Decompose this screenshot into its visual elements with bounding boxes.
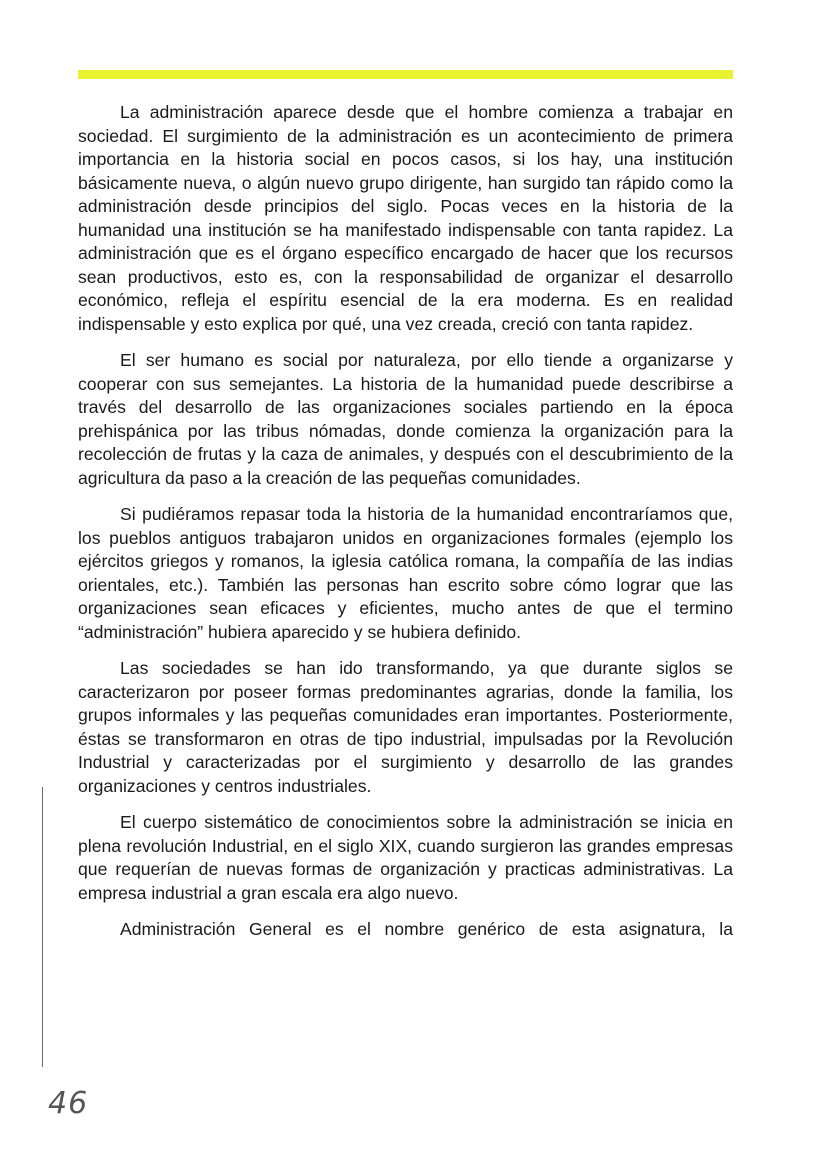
paragraph: La administración aparece desde que el hombre comienza a trabajar en sociedad. El surgimiento de la administración es un acontecimiento de primera importancia en la historia social en pocos casos, si los hay, una institución básicamente nueva, o algún nuevo grupo dirigente, han surgido tan rápido como la administración desde principios del siglo. Pocas veces en la historia de la humanidad una institución se ha manifestado indispensable con tanta rapidez. La administración que es el órgano específico encargado de hacer que los recursos sean productivos, esto es, con la responsabilidad de organizar el desarrollo económico, refleja el espíritu esencial de la era moderna. Es en realidad indispensable y esto explica por qué, una vez creada, creció con tanta rapidez.	[78, 102, 733, 334]
paragraph: El cuerpo sistemático de conocimientos sobre la administración se inicia en plena revolución Industrial, en el siglo XIX, cuando surgieron las grandes empresas que requerían de nuevas formas de organización y practicas administrativas. La empresa industrial a gran escala era algo nuevo.	[78, 812, 733, 903]
margin-rule	[42, 787, 43, 1067]
paragraph: Las sociedades se han ido transformando, ya que durante siglos se caracterizaron por poseer formas predominantes agrarias, donde la familia, los grupos informales y las pequeñas comunidades eran importantes. Posteriormente, éstas se transformaron en otras de tipo industrial, impulsadas por la Revolución Industrial y caracterizadas por el surgimiento y desarrollo de las grandes organizaciones y centros industriales.	[78, 658, 733, 796]
paragraph: El ser humano es social por naturaleza, por ello tiende a organizarse y cooperar con sus semejantes. La historia de la humanidad puede describirse a través del desarrollo de las organizaciones sociales partiendo en la época prehispánica por las tribus nómadas, donde comienza la organización para la recolección de frutas y la caza de animales, y después con el descubrimiento de la agricultura da paso a la creación de las pequeñas comunidades.	[78, 350, 733, 488]
body-text	[78, 101, 733, 942]
paragraph-continued: Administración General es el nombre genérico de esta asignatura, la	[120, 919, 733, 939]
page-number: 46	[48, 1086, 89, 1121]
header-accent-bar	[78, 70, 733, 79]
paragraph: Si pudiéramos repasar toda la historia de la humanidad encontraríamos que, los pueblos antiguos trabajaron unidos en organizaciones formales (ejemplo los ejércitos griegos y romanos, la iglesia católica romana, la compañía de las indias orientales, etc.). También las personas han escrito sobre cómo lograr que las organizaciones sean eficaces y eficientes, mucho antes de que el termino “administración” hubiera aparecido y se hubiera definido.	[78, 504, 733, 642]
